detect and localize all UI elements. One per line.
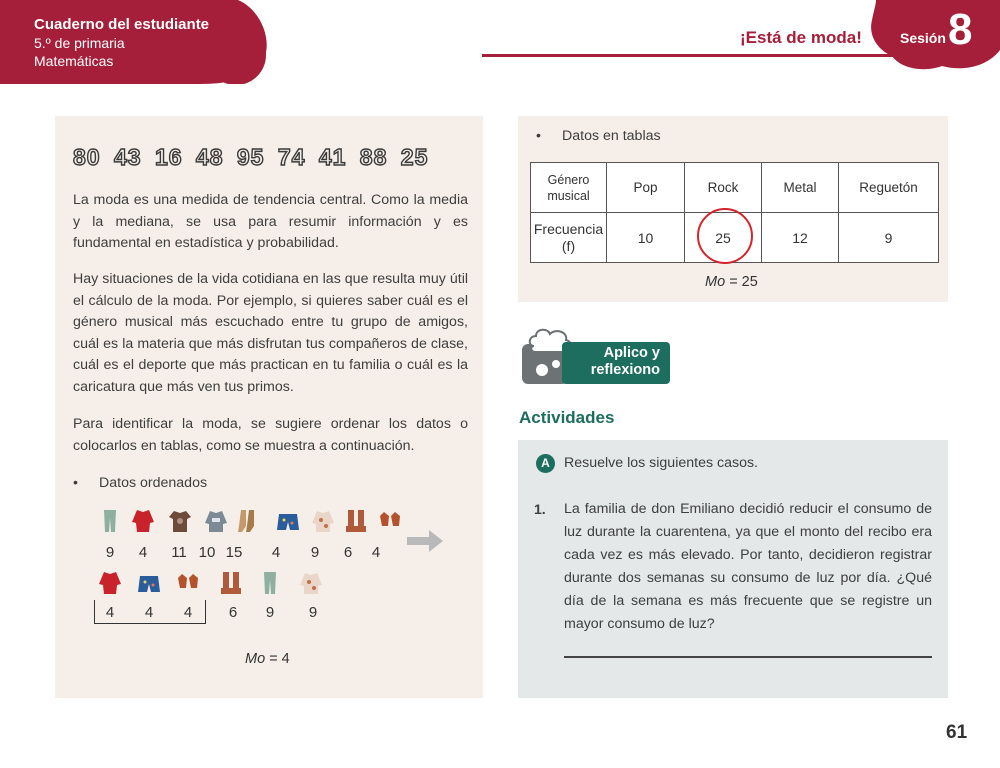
bullet-sorted-data: • Datos ordenados: [73, 475, 208, 491]
topic-title: ¡Está de moda!: [740, 28, 862, 47]
question-number: 1.: [534, 501, 546, 517]
printed-sweater-icon: [311, 508, 335, 534]
mode-highlight-circle: [697, 208, 753, 264]
session-number: 8: [948, 5, 973, 54]
table-header-cell: Metal: [762, 163, 839, 213]
table-panel: [518, 116, 948, 302]
socks-icon: [236, 508, 260, 534]
explanation-panel: [55, 116, 483, 698]
numbers-row-1: 9 4 11 10 15 4 9 6 4: [105, 544, 381, 561]
paragraph-instructions: Para identificar la moda, se sugiere ordenar los datos o colocarlos en tablas, como se muestra a continuación.: [73, 416, 468, 454]
gloves-icon: [378, 508, 402, 534]
activities-panel: [518, 440, 948, 698]
table-cell: 25: [685, 213, 762, 263]
blue-shorts-icon: [137, 570, 161, 596]
activity-instruction: Resuelve los siguientes casos.: [564, 455, 758, 471]
activity-letter: A: [536, 454, 555, 473]
session-badge: [868, 0, 1000, 72]
question-text: La familia de don Emiliano decidió reducir el consumo de luz durante la cuarentena, ya que el monto del recibo era cada vez es más elevado. Por tanto, decidieron registrar durante dos semanas su consumo de luz por día. ¿Qué día de la semana es más frecuente que se registre un mayor consumo de luz?: [564, 501, 932, 632]
header-banner: [0, 0, 270, 84]
mode-result-left: Mo = 4: [245, 651, 290, 667]
workbook-title: Cuaderno del estudiante: [34, 16, 210, 33]
badge-label: Aplico y reflexiono: [562, 342, 670, 384]
boots-icon: [345, 508, 369, 534]
grade-label: 5.º de primaria: [34, 35, 125, 51]
table-row-label: Frecuencia (f): [531, 213, 607, 263]
table-header-cell: Pop: [607, 163, 685, 213]
brown-tshirt-icon: [168, 508, 192, 534]
pants-icon: [98, 508, 122, 534]
table-header-cell: Género musical: [531, 163, 607, 213]
subject-label: Matemáticas: [34, 53, 114, 69]
sample-numbers: 80 43 16 48 95 74 41 88 25: [73, 144, 429, 170]
table-cell: 10: [607, 213, 685, 263]
red-sweater-icon: [131, 508, 155, 534]
blue-shorts-icon: [276, 508, 300, 534]
boots-icon: [220, 570, 244, 596]
paragraph-examples: Hay situaciones de la vida cotidiana en las que resulta muy útil el cálculo de la moda. Por ejemplo, si quieres saber cuál es el género musical más escuchado entre tu grupo de amigos, cuál es la materia que más disfrutan tus compañeros de clase, cuál es el deporte que más practican en tu familia o cuál es la caricatura que más ven tus primos.: [73, 271, 468, 395]
pants-icon: [258, 570, 282, 596]
gloves-icon: [176, 570, 200, 596]
printed-sweater-icon: [299, 570, 323, 596]
bullet-table-data: • Datos en tablas: [536, 128, 661, 144]
header-rule: [482, 54, 902, 57]
aplico-reflexiono-badge: [520, 326, 670, 388]
page-number: 61: [946, 722, 968, 743]
red-sweater-icon: [98, 570, 122, 596]
activities-title: Actividades: [519, 408, 615, 427]
table-cell: 12: [762, 213, 839, 263]
mode-result-right: Mo = 25: [705, 274, 758, 290]
table-cell: 9: [839, 213, 939, 263]
grey-sweatshirt-icon: [204, 508, 228, 534]
table-header-cell: Reguetón: [839, 163, 939, 213]
answer-line[interactable]: [564, 656, 932, 658]
table-header-cell: Rock: [685, 163, 762, 213]
paragraph-intro: La moda es una medida de tendencia central. Como la media y la mediana, se usa para resumir información y es fundamental en estadística y probabilidad.: [73, 192, 468, 251]
numbers-row-2: 4 4 4 6 9 9: [105, 604, 318, 621]
arrow-right-icon: [407, 530, 443, 552]
session-label: Sesión: [900, 30, 946, 46]
